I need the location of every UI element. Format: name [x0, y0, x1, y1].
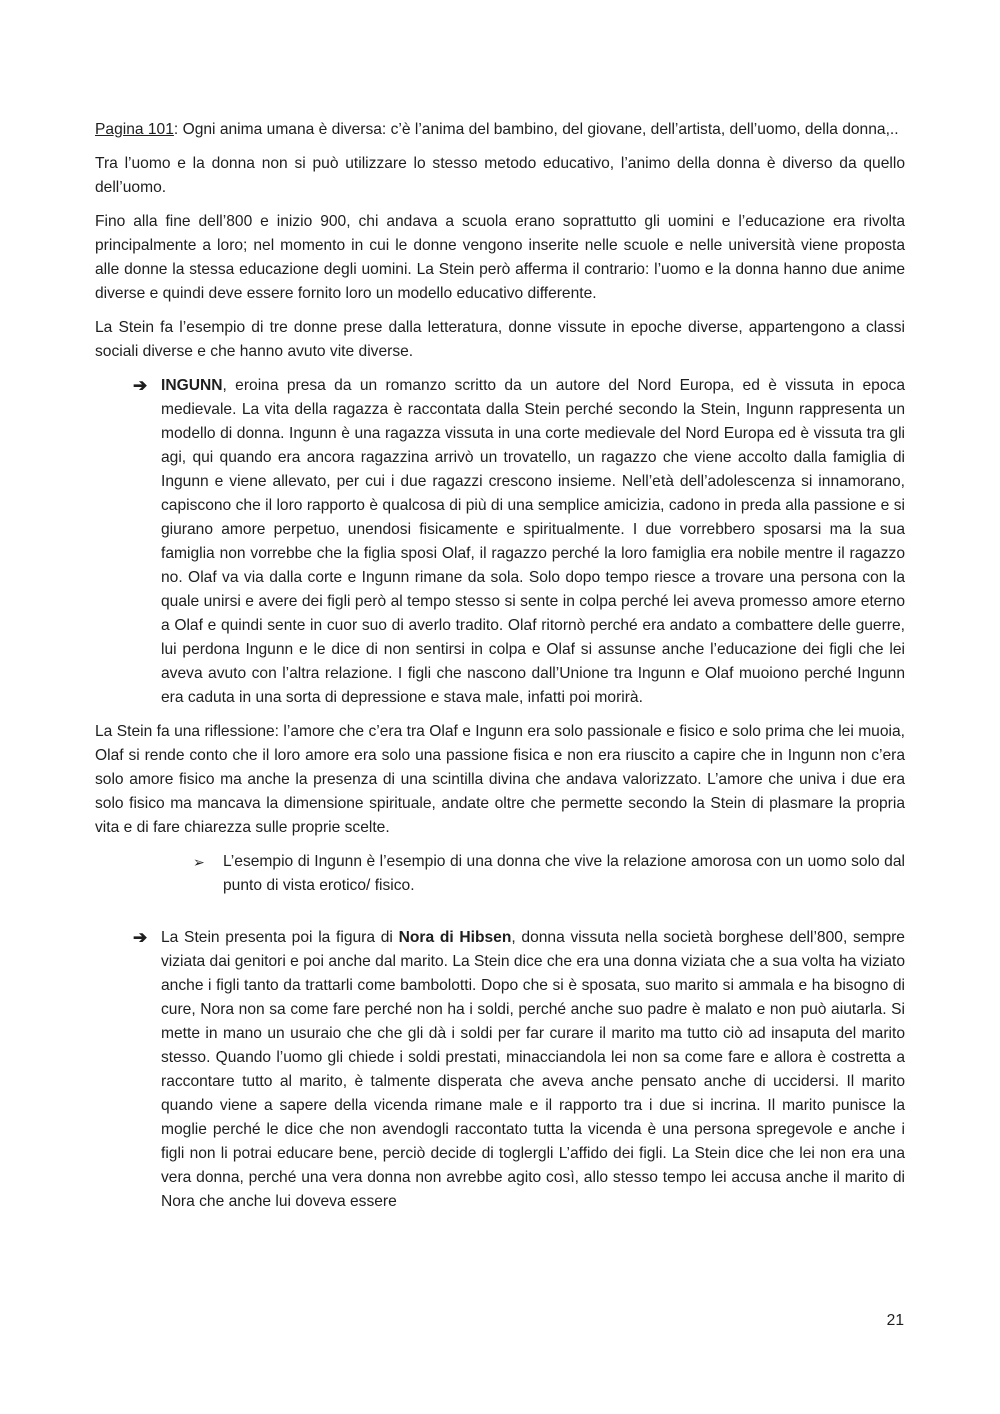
bullet-ingunn — [95, 374, 905, 710]
paragraph-page-101 — [95, 118, 905, 142]
bullet-name: Nora di Hibsen — [398, 929, 512, 946]
page-reference-label: Pagina 101 — [95, 121, 174, 138]
bullet-text: , donna vissuta nella società borghese dell’800, sempre viziata dai genitori e poi anche dal marito. La Stein dice che era una donna viziata che a sua volta ha viziato anche i figli tanto da trattarli come bambolotti. Dopo che si è sposata, suo marito si ammala e ha bisogno di cure, Nora non sa come fare perché non ha i soldi, perché anche suo padre è malato e non può aiutarla. Si mette in mano un usuraio che che gli dà i soldi per far curare il marito ma tutto ciò ad insaputa del marito stesso. Quando l’uomo gli chiede i soldi prestati, minacciandola lei non sa come fare e allora è costretta a raccontare tutto al marito, è talmente disperata che aveva anche pensato anche di uccidersi. Il marito quando viene a sapere della vicenda rimane male e il rapporto tra i due si incrina. Il marito punisce la moglie perché le dice che non avendogli raccontato tutta la vicenda è una persona spregevole e anche i figli non li potrai educare bene, perciò decide di toglergli L’affido dei figli. La Stein dice che lei non era una vera donna, perché una vera donna non avrebbe agito così, allo stesso tempo lei accusa anche il marito di Nora che anche lui doveva essere — [161, 929, 905, 1210]
bullet-nora — [95, 926, 905, 1214]
page-number: 21 — [886, 1312, 904, 1329]
sub-bullet-ingunn-example — [95, 850, 905, 898]
paragraph-history-education: Fino alla fine dell’800 e inizio 900, chi andava a scuola erano soprattutto gli uomini e l’educazione era rivolta principalmente a loro; nel momento in cui le donne vengono inserite nelle scuole e nelle università viene proposta alle donne la stessa educazione degli uomini. La Stein però afferma il contrario: l’uomo e la donna hanno due anime diverse e quindi deve essere fornito loro un modello educativo differente. — [95, 213, 905, 302]
document-page — [95, 118, 905, 1224]
bullet-text: , eroina presa da un romanzo scritto da un autore del Nord Europa, ed è vissuta in epoca medievale. La vita della ragazza è raccontata dalla Stein perché secondo la Stein, Ingunn rappresenta un modello di donna. Ingunn è una ragazza vissuta in una corte medievale del Nord Europa ed è vissuta tra gli agi, qui quando era ancora ragazzina arrivò un trovatello, un ragazzo che viene accolto dalla famiglia di Ingunn e viene allevato, per cui i due ragazzi crescono insieme. Nell’età dell’adolescenza si innamorano, capiscono che il loro rapporto è qualcosa di più di una semplice amicizia, cadono in preda alla passione e si giurano amore perpetuo, unendosi fisicamente e spiritualmente. I due vorrebbero sposarsi ma la sua famiglia non vorrebbe che la figlia sposi Olaf, il ragazzo perché la loro famiglia era nobile mentre il ragazzo no. Olaf va via dalla corte e Ingunn rimane da sola. Solo dopo tempo riesce a trovare una persona con la quale unirsi e avere dei figli però al tempo stesso si sente in colpa perché lei aveva promesso amore eterno a Olaf e quindi sente in cuor suo di averlo tradito. Olaf ritornò perché era andato a combattere delle guerre, lui perdona Ingunn e le dice di non sentirsi in colpa e Olaf si assunse anche l’educazione dei figli che lei aveva avuto con l’altra relazione. I figli che nascono dall’Unione tra Ingunn e Olaf muoiono perché Ingunn era caduta in una sorta di depressione e stava male, infatti poi morirà. — [161, 377, 905, 706]
paragraph-text: : Ogni anima umana è diversa: c’è l’anima del bambino, del giovane, dell’artista, dell’uomo, della donna,.. — [173, 121, 899, 138]
bullet-name: INGUNN — [161, 377, 223, 394]
arrow-right-icon: ➔ — [133, 928, 148, 947]
paragraph-three-women: La Stein fa l’esempio di tre donne prese dalla letteratura, donne vissute in epoche diverse, appartengono a classi sociali diverse e che hanno avuto vite diverse. — [95, 319, 905, 360]
bullet-intro: La Stein presenta poi la figura di — [161, 929, 399, 946]
sub-bullet-text: L’esempio di Ingunn è l’esempio di una donna che vive la relazione amorosa con un uomo solo dal punto di vista erotico/ fisico. — [223, 853, 905, 894]
paragraph-reflection: La Stein fa una riflessione: l’amore che c’era tra Olaf e Ingunn era solo passionale e fisico e solo prima che lei muoia, Olaf si rende conto che il loro amore era solo una passione fisica e non era riuscito a capire che in Ingunn non c’era solo amore fisico ma anche la presenza di una scintilla divina che andava valorizzato. L’amore che univa i due era solo fisico ma mancava la dimensione spirituale, andate oltre che permette secondo la Stein di plasmare la propria vita e di fare chiarezza sulle proprie scelte. — [95, 723, 905, 836]
arrow-right-icon: ➔ — [133, 376, 148, 395]
triangle-bullet-icon: ➢ — [193, 854, 205, 870]
paragraph-educational-method: Tra l’uomo e la donna non si può utilizzare lo stesso metodo educativo, l’animo della donna è diverso da quello dell’uomo. — [95, 155, 905, 196]
